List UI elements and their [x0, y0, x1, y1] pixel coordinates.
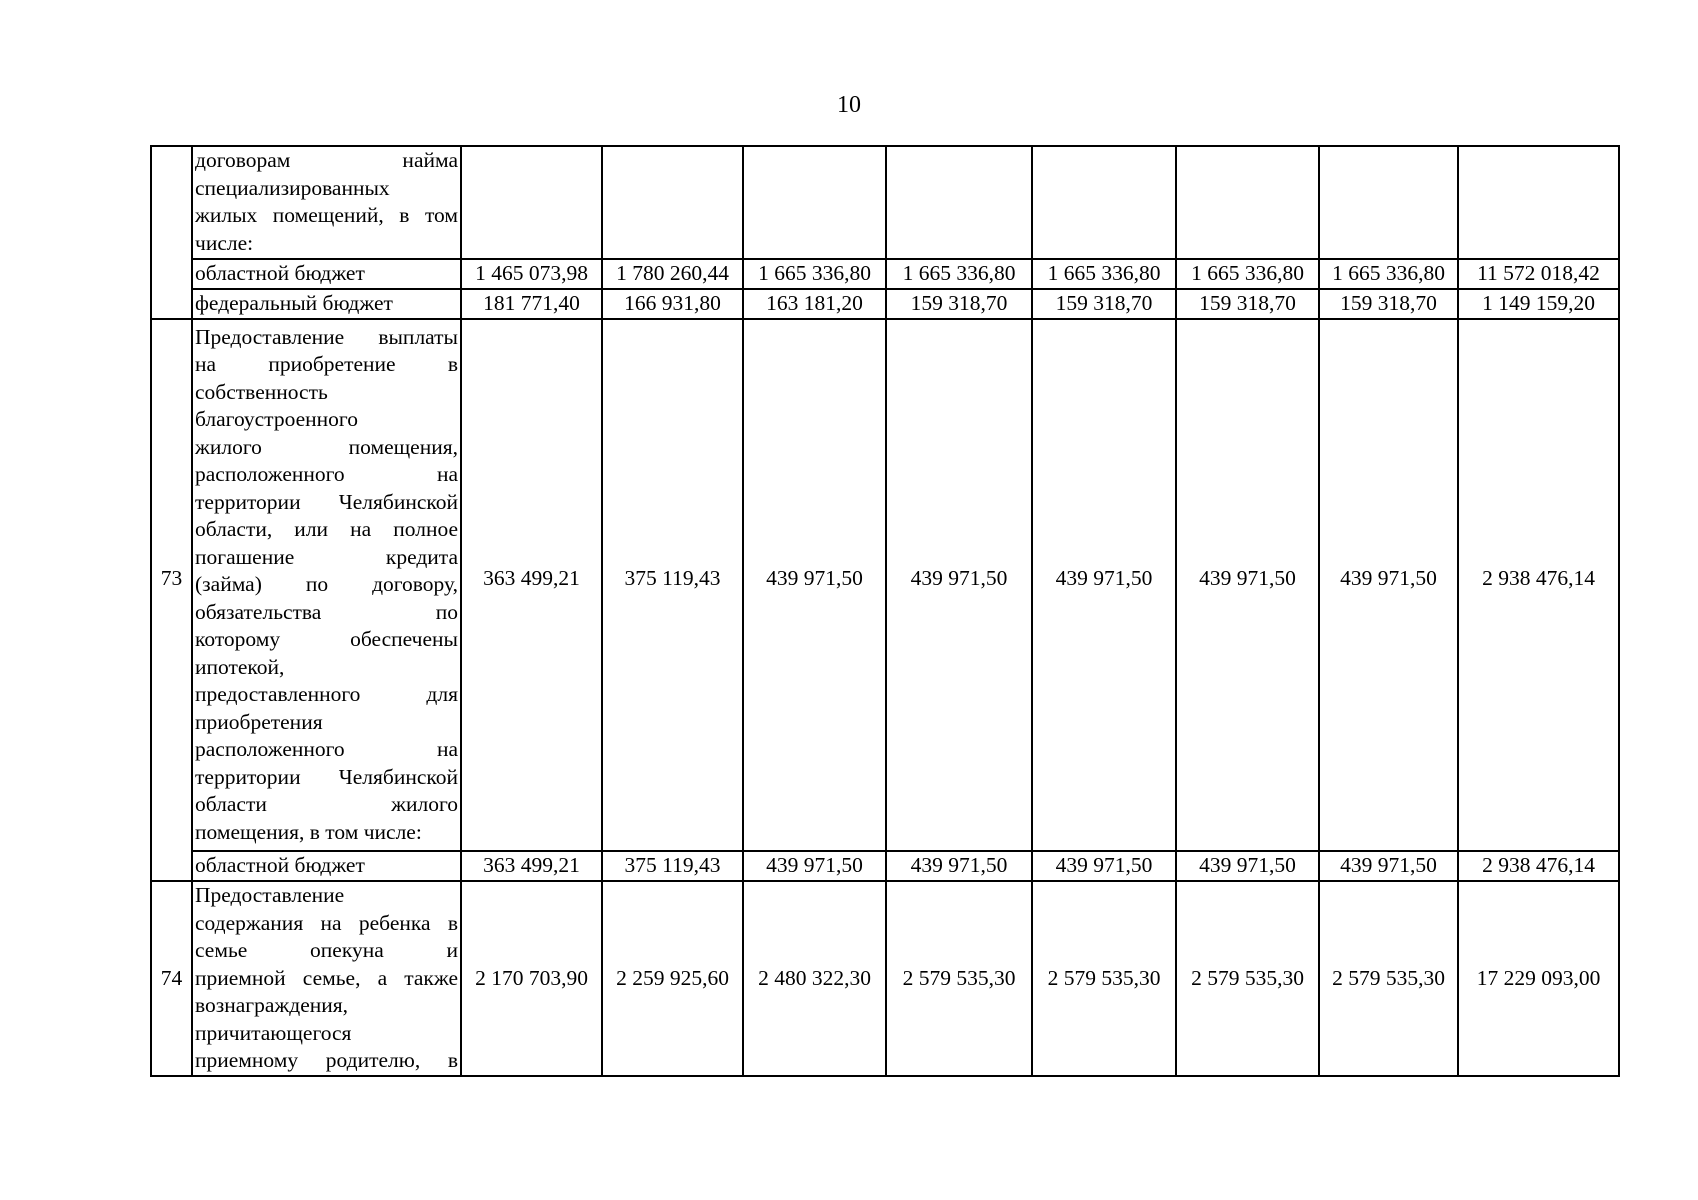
year-value: 159 318,70 [1176, 289, 1319, 319]
year-value: 1 665 336,80 [1319, 259, 1458, 289]
year-value: 2 480 322,30 [743, 881, 886, 1076]
table-row [151, 259, 1619, 289]
table-row [151, 289, 1619, 319]
year-value: 439 971,50 [1176, 851, 1319, 881]
budget-source-label: областной бюджет [192, 851, 461, 881]
total-value: 11 572 018,42 [1458, 259, 1619, 289]
year-value: 363 499,21 [461, 319, 602, 851]
year-value: 439 971,50 [886, 319, 1032, 851]
description-line: семье опекуна и [195, 938, 458, 963]
description-line: приемной семье, а также [195, 965, 458, 990]
total-value: 2 938 476,14 [1458, 319, 1619, 851]
description-line: собственность [195, 379, 328, 404]
description-line: территории Челябинской [195, 764, 458, 789]
description-line: причитающегося [195, 1020, 352, 1045]
description-line: благоустроенного [195, 407, 358, 432]
description-line: Предоставление выплаты [195, 324, 458, 349]
year-value [1032, 146, 1176, 259]
year-value: 1 665 336,80 [743, 259, 886, 289]
row-number: 74 [160, 965, 183, 990]
year-value: 439 971,50 [1032, 851, 1176, 881]
total-value: 17 229 093,00 [1458, 881, 1619, 1076]
total-value [1458, 146, 1619, 259]
year-value: 2 579 535,30 [1032, 881, 1176, 1076]
year-value: 2 259 925,60 [602, 881, 743, 1076]
description-line: приобретения [195, 709, 323, 734]
description-line: которому обеспечены [195, 627, 458, 652]
budget-table [150, 145, 1620, 1077]
year-value: 1 465 073,98 [461, 259, 602, 289]
year-value: 159 318,70 [1032, 289, 1176, 319]
year-value: 439 971,50 [743, 851, 886, 881]
year-value [1176, 146, 1319, 259]
page-number: 10 [837, 92, 861, 118]
year-value [461, 146, 602, 259]
year-value: 363 499,21 [461, 851, 602, 881]
budget-source-label: областной бюджет [192, 259, 461, 289]
year-value: 1 665 336,80 [1032, 259, 1176, 289]
year-value: 163 181,20 [743, 289, 886, 319]
year-value: 159 318,70 [886, 289, 1032, 319]
year-value: 439 971,50 [1319, 851, 1458, 881]
description-line: специализированных [195, 175, 390, 200]
description-line: жилого помещения, [195, 434, 458, 459]
table-row [151, 146, 1619, 259]
year-value [743, 146, 886, 259]
description-line: Предоставление [195, 883, 345, 908]
year-value [602, 146, 743, 259]
description-line: на приобретение в [195, 352, 458, 377]
description-line: договорам найма [195, 148, 458, 172]
description-line: вознаграждения, [195, 993, 349, 1018]
year-value: 1 665 336,80 [1176, 259, 1319, 289]
description-line: предоставленного для [195, 682, 458, 707]
year-value: 2 579 535,30 [1319, 881, 1458, 1076]
description-line: обязательства по [195, 599, 458, 624]
description-line: расположенного на [195, 737, 458, 762]
year-value: 159 318,70 [1319, 289, 1458, 319]
year-value: 2 170 703,90 [461, 881, 602, 1076]
description-line: (займа) по договору, [195, 572, 458, 597]
description-line: приемному родителю, в [195, 1048, 458, 1073]
description-line: числе: [195, 230, 254, 255]
year-value: 439 971,50 [886, 851, 1032, 881]
budget-source-label: федеральный бюджет [192, 289, 461, 319]
description-line: помещения, в том числе: [195, 819, 422, 844]
year-value: 2 579 535,30 [886, 881, 1032, 1076]
item-description [192, 319, 461, 851]
year-value: 439 971,50 [1032, 319, 1176, 851]
row-number: 73 [160, 566, 183, 590]
year-value: 439 971,50 [1319, 319, 1458, 851]
year-value: 2 579 535,30 [1176, 881, 1319, 1076]
description-line: ипотекой, [195, 654, 285, 679]
year-value: 166 931,80 [602, 289, 743, 319]
description-line: погашение кредита [195, 544, 458, 569]
row-number-cell [151, 319, 192, 881]
row-number-cell [151, 881, 192, 1076]
table-body [151, 146, 1619, 1076]
total-value: 2 938 476,14 [1458, 851, 1619, 881]
year-value: 375 119,43 [602, 319, 743, 851]
year-value: 181 771,40 [461, 289, 602, 319]
description-line: территории Челябинской [195, 489, 458, 514]
year-value: 439 971,50 [743, 319, 886, 851]
year-value: 1 665 336,80 [886, 259, 1032, 289]
total-value: 1 149 159,20 [1458, 289, 1619, 319]
year-value [886, 146, 1032, 259]
description-line: области, или на полное [195, 517, 458, 542]
year-value: 439 971,50 [1176, 319, 1319, 851]
description-line: жилых помещений, в том [195, 203, 458, 227]
table-row [151, 881, 1619, 1076]
description-line: расположенного на [195, 462, 458, 487]
description-line: области жилого [195, 792, 458, 817]
description-line: содержания на ребенка в [195, 910, 458, 935]
item-description [192, 881, 461, 1076]
row-number-cell [151, 146, 192, 319]
year-value: 1 780 260,44 [602, 259, 743, 289]
item-description [192, 146, 461, 259]
year-value [1319, 146, 1458, 259]
year-value: 375 119,43 [602, 851, 743, 881]
table-row [151, 319, 1619, 851]
table-row [151, 851, 1619, 881]
